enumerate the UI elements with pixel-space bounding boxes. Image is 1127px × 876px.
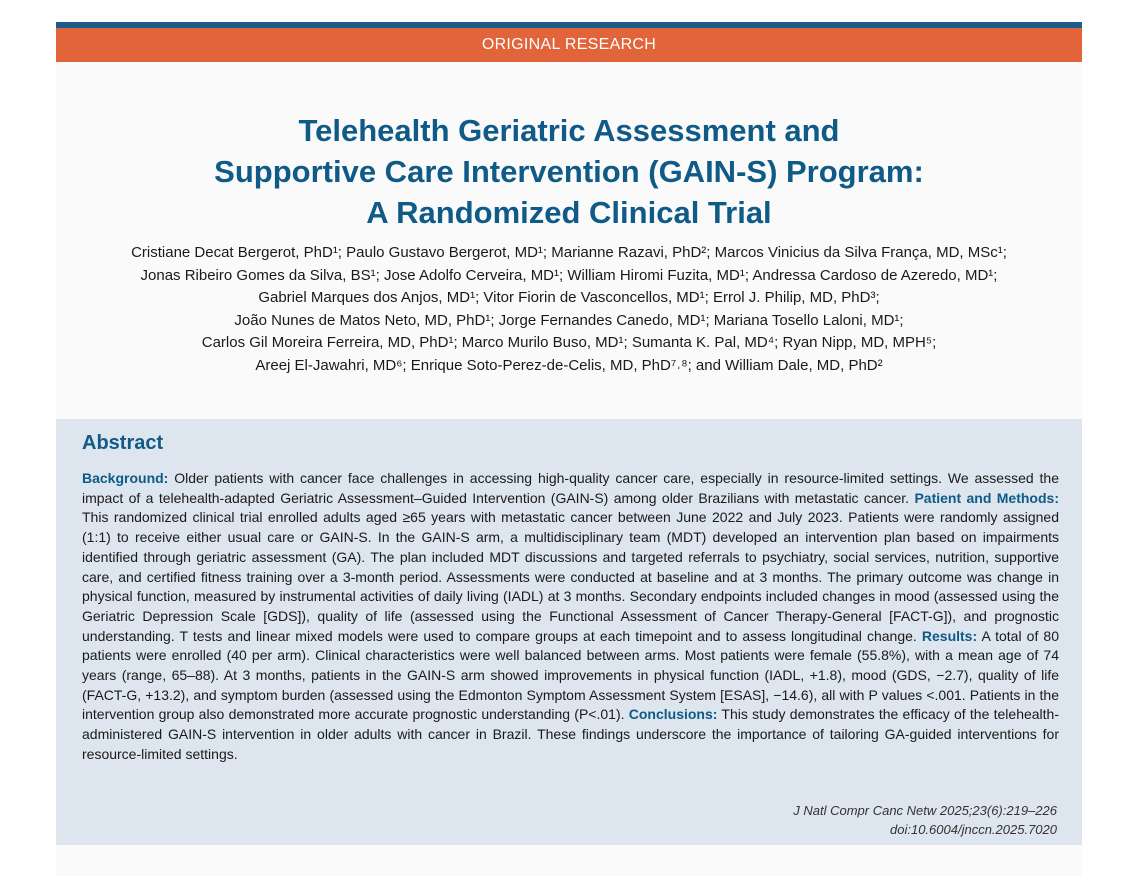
author-line: Cristiane Decat Bergerot, PhD¹; Paulo Gustavo Bergerot, MD¹; Marianne Razavi, PhD²; Marcos Vinicius da Silva França, MD, MSc¹;	[131, 244, 1007, 261]
abstract-heading: Abstract	[82, 432, 164, 454]
citation	[793, 801, 1057, 839]
author-line: Gabriel Marques dos Anjos, MD¹; Vitor Fiorin de Vasconcellos, MD¹; Errol J. Philip, MD, PhD³;	[258, 289, 880, 307]
title-line: Supportive Care Intervention (GAIN-S) Program:	[214, 154, 924, 189]
title-line: Telehealth Geriatric Assessment and	[298, 113, 840, 148]
article-title	[60, 110, 1078, 233]
author-line: Areej El-Jawahri, MD⁶; Enrique Soto-Perez-de-Celis, MD, PhD⁷˒⁸; and William Dale, MD, PhD²	[255, 356, 883, 374]
section-label: ORIGINAL RESEARCH	[56, 28, 1082, 62]
methods-label: Patient and Methods:	[914, 489, 1059, 506]
journal-reference: J Natl Compr Canc Netw 2025;23(6):219–226	[793, 803, 1057, 818]
background-text: Older patients with cancer face challenges in accessing high-quality cancer care, especially in resource-limited settings. We assessed the impact of a telehealth-adapted Geriatric Assessment–Guided Intervention (GAIN-S) among older Brazilians with metastatic cancer.	[82, 470, 1059, 506]
methods-text: This randomized clinical trial enrolled adults aged ≥65 years with metastatic cancer between June 2022 and July 2023. Patients were randomly assigned (1:1) to receive either usual care or GAIN-S. In the GAIN-S arm, a multidisciplinary team (MDT) developed an intervention plan based on impairments identified through geriatric assessment (GA). The plan included MDT discussions and targeted referrals to psychiatry, social services, nutrition, supportive care, and certified fitness training over a 3-month period. Assessments were conducted at baseline and at 3 months. The primary outcome was change in physical function, measured by instrumental activities of daily living (IADL) at 3 months. Secondary endpoints included changes in mood (assessed using the Geriatric Depression Scale [GDS]), quality of life (assessed using the Functional Assessment of Cancer Therapy-General [FACT-G]), and prognostic understanding. T tests and linear mixed models were used to compare groups at each timepoint and to assess longitudinal change.	[82, 509, 1059, 644]
results-label: Results:	[921, 627, 978, 644]
title-line: A Randomized Clinical Trial	[366, 195, 772, 230]
author-list	[60, 242, 1078, 378]
author-line: João Nunes de Matos Neto, MD, PhD¹; Jorge Fernandes Canedo, MD¹; Mariana Tosello Laloni, MD¹;	[234, 311, 904, 329]
conclusions-text: This study demonstrates the efficacy of the telehealth-administered GAIN-S intervention in older adults with cancer in Brazil. These findings underscore the importance of tailoring GA-guided interventions for resource-limited settings.	[82, 706, 1059, 762]
conclusions-label: Conclusions:	[628, 706, 718, 723]
background-label: Background:	[82, 470, 169, 486]
doi: doi:10.6004/jnccn.2025.7020	[890, 822, 1057, 837]
abstract-body	[82, 469, 1059, 765]
author-line: Jonas Ribeiro Gomes da Silva, BS¹; Jose Adolfo Cerveira, MD¹; William Hiromi Fuzita, MD¹; Andressa Cardoso de Azeredo, MD¹;	[140, 266, 998, 284]
results-text: A total of 80 patients were enrolled (40 per arm). Clinical characteristics were well balanced between arms. Most patients were female (55.8%), with a mean age of 74 years (range, 65–88). At 3 months, patients in the GAIN-S arm showed improvements in physical function (IADL, +1.8), mood (GDS, −2.7), quality of life (FACT-G, +13.2), and symptom burden (assessed using the Edmonton Symptom Assessment System [ESAS], −14.6), all with P values <.001. Patients in the intervention group also demonstrated more accurate prognostic understanding (P<.01).	[82, 627, 1059, 723]
author-line: Carlos Gil Moreira Ferreira, MD, PhD¹; Marco Murilo Buso, MD¹; Sumanta K. Pal, MD⁴; Ryan Nipp, MD, MPH⁵;	[201, 334, 937, 352]
